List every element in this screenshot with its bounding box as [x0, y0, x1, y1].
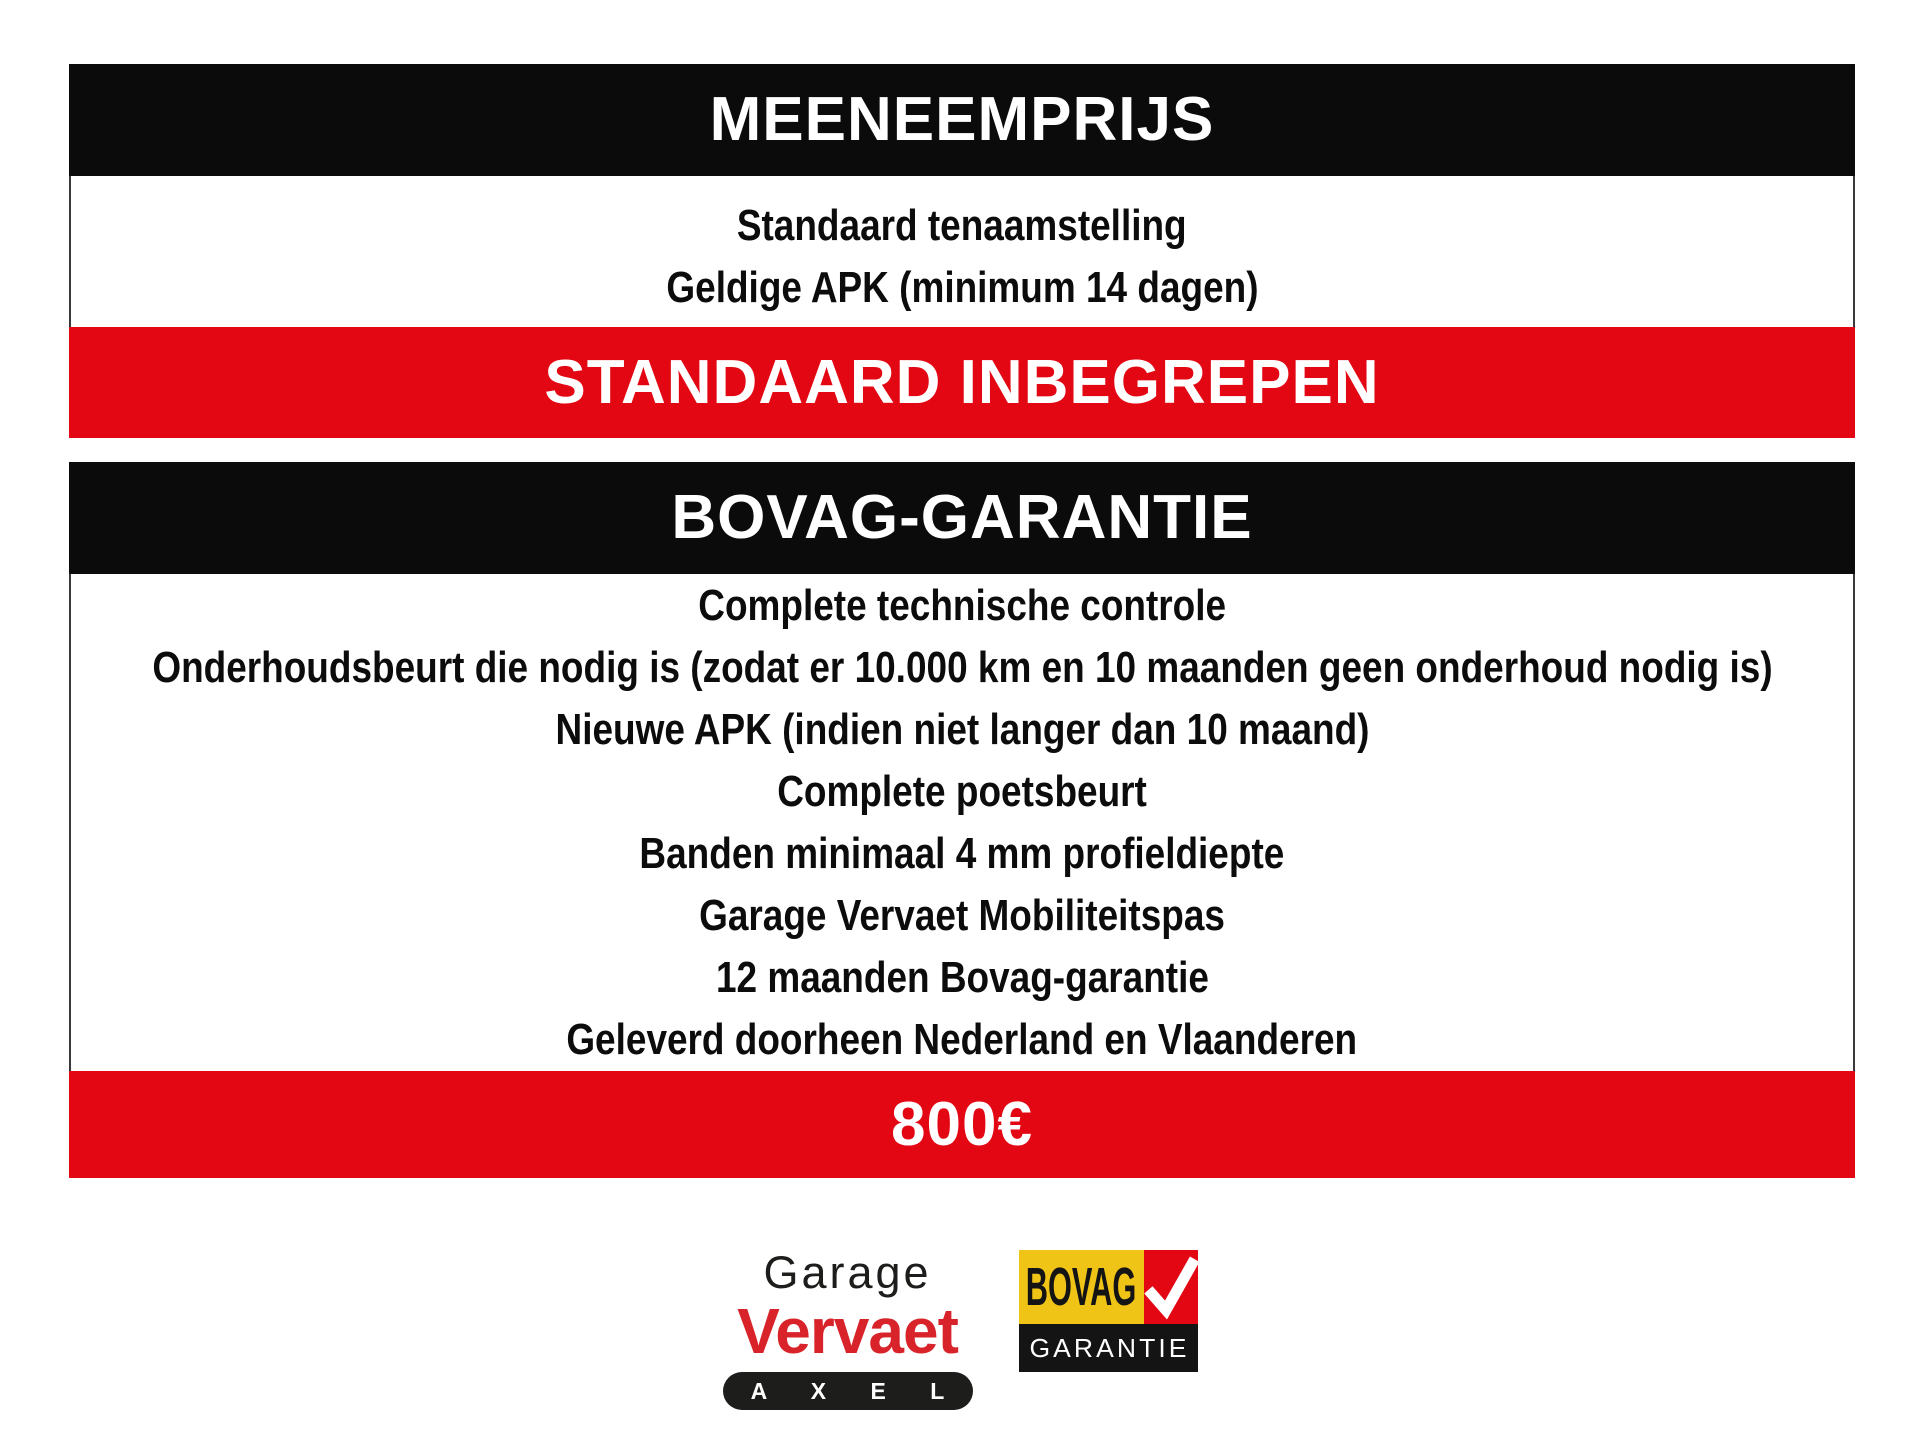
- garage-vervaet-logo-line2: Vervaet: [737, 1295, 958, 1367]
- meeneemprijs-line: Standaard tenaamstelling: [737, 200, 1187, 250]
- meeneemprijs-line: Geldige APK (minimum 14 dagen): [665, 262, 1259, 312]
- bovag-line: Onderhoudsbeurt die nodig is (zodat er 10.000 km en 10 maanden geen onderhoud nodig is): [151, 642, 1773, 692]
- meeneemprijs-card: [69, 64, 1855, 438]
- flyer-content: [69, 64, 1855, 1178]
- bovag-garantie-header-bar: [69, 462, 1855, 574]
- bovag-line: Complete poetsbeurt: [777, 766, 1147, 816]
- bovag-garantie-logo: [1019, 1250, 1198, 1372]
- price-banner: [69, 1071, 1855, 1178]
- bovag-logo-yellow-block: [1019, 1250, 1144, 1324]
- axel-badge-label: A X E L: [750, 1377, 964, 1404]
- meeneemprijs-header-bar: [69, 64, 1855, 176]
- bovag-garantie-title: BOVAG-GARANTIE: [671, 483, 1253, 552]
- bovag-logo-garantie-label: GARANTIE: [1029, 1333, 1190, 1363]
- footer-logos: [0, 1247, 1920, 1410]
- bovag-line: Complete technische controle: [698, 580, 1226, 630]
- standaard-inbegrepen-banner: [69, 327, 1855, 438]
- meeneemprijs-title: MEENEEMPRIJS: [709, 85, 1215, 154]
- bovag-logo-garantie-bar: [1019, 1324, 1198, 1372]
- bovag-garantie-card: [69, 462, 1855, 1178]
- bovag-line: Garage Vervaet Mobiliteitspas: [699, 890, 1225, 940]
- bovag-line: Geleverd doorheen Nederland en Vlaanderen: [566, 1014, 1358, 1064]
- standaard-inbegrepen-label: STANDAARD INBEGREPEN: [544, 347, 1380, 417]
- checkmark-icon: [1144, 1250, 1198, 1324]
- meeneemprijs-body: [69, 176, 1855, 327]
- garage-vervaet-logo: [723, 1247, 973, 1410]
- bovag-line: Nieuwe APK (indien niet langer dan 10 maand): [555, 704, 1369, 754]
- price-label: 800€: [891, 1089, 1033, 1159]
- bovag-logo-wordmark: BOVAG: [1025, 1257, 1137, 1317]
- bovag-line: 12 maanden Bovag-garantie: [715, 952, 1209, 1002]
- bovag-line: Banden minimaal 4 mm profieldiepte: [639, 828, 1285, 878]
- bovag-garantie-body: [69, 574, 1855, 1071]
- garage-vervaet-logo-line1: Garage: [763, 1247, 932, 1298]
- bovag-logo-top: [1019, 1250, 1198, 1324]
- axel-badge: [723, 1372, 973, 1410]
- bovag-logo-red-block: [1144, 1250, 1198, 1324]
